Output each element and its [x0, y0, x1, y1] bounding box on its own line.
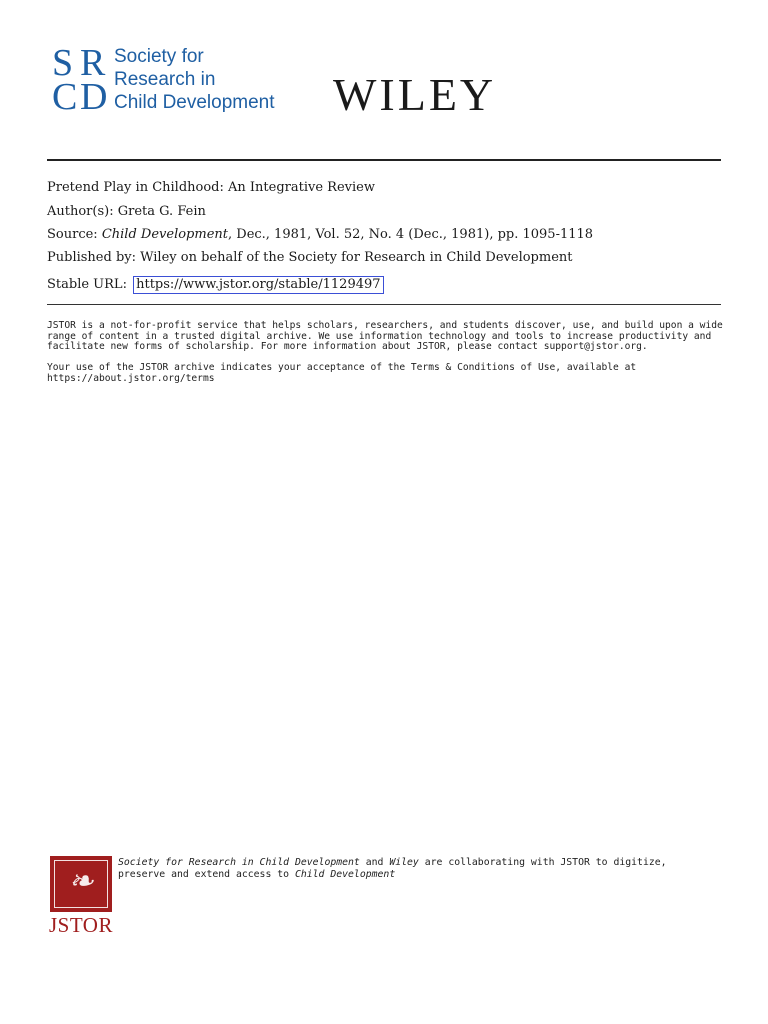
srcd-logo-text	[114, 45, 275, 114]
article-source	[47, 227, 593, 243]
publisher-label: Published by:	[47, 250, 136, 265]
collaboration-line-2: preserve and extend access to Child Development	[118, 869, 396, 880]
srcd-line-2: Research in	[114, 69, 216, 90]
stable-url-link[interactable]: https://www.jstor.org/stable/1129497	[133, 276, 383, 294]
source-details: , Dec., 1981, Vol. 52, No. 4 (Dec., 1981), pp. 1095-1118	[228, 227, 594, 242]
jstor-terms-notice: Your use of the JSTOR archive indicates your acceptance of the Terms & Conditions of Use, available at https://about.jstor.org/terms	[47, 363, 727, 384]
srcd-letter-r: R	[80, 42, 102, 84]
article-title: Pretend Play in Childhood: An Integrative Review	[47, 180, 375, 195]
srcd-logo-mark	[50, 44, 112, 116]
author-label: Author(s):	[47, 204, 114, 219]
jstor-logo-text: JSTOR	[49, 913, 113, 937]
collaboration-notice	[118, 857, 667, 881]
source-label: Source:	[47, 227, 98, 242]
collaboration-line-1: Society for Research in Child Development and Wiley are collaborating with JSTOR to digitize,	[118, 857, 667, 868]
url-label: Stable URL:	[47, 277, 127, 292]
article-publisher	[47, 250, 573, 266]
jstor-logo-mark	[50, 856, 112, 912]
source-journal: Child Development	[101, 227, 228, 242]
author-value: Greta G. Fein	[117, 204, 206, 219]
top-divider	[47, 159, 721, 161]
srcd-letter-s: S	[52, 42, 70, 84]
srcd-line-3: Child Development	[114, 92, 275, 113]
article-author	[47, 204, 206, 220]
middle-divider	[47, 304, 721, 305]
terms-link[interactable]: https://about.jstor.org/terms	[47, 372, 215, 384]
jstor-monogram-icon: ❧	[68, 864, 94, 899]
srcd-letter-c: C	[52, 76, 74, 118]
article-stable-url	[47, 276, 384, 294]
jstor-about-notice: JSTOR is a not-for-profit service that helps scholars, researchers, and students discover, use, and build upon a wide range of content in a trusted digital archive. We use information technology and tools to increase productivity and facilitate new forms of scholarship. For more information about JSTOR, please contact support@jstor.org.	[47, 320, 723, 353]
srcd-line-1: Society for	[114, 46, 204, 67]
publisher-value: Wiley on behalf of the Society for Research in Child Development	[140, 250, 573, 265]
srcd-letter-d: D	[80, 76, 104, 118]
wiley-logo: WILEY	[333, 69, 497, 120]
